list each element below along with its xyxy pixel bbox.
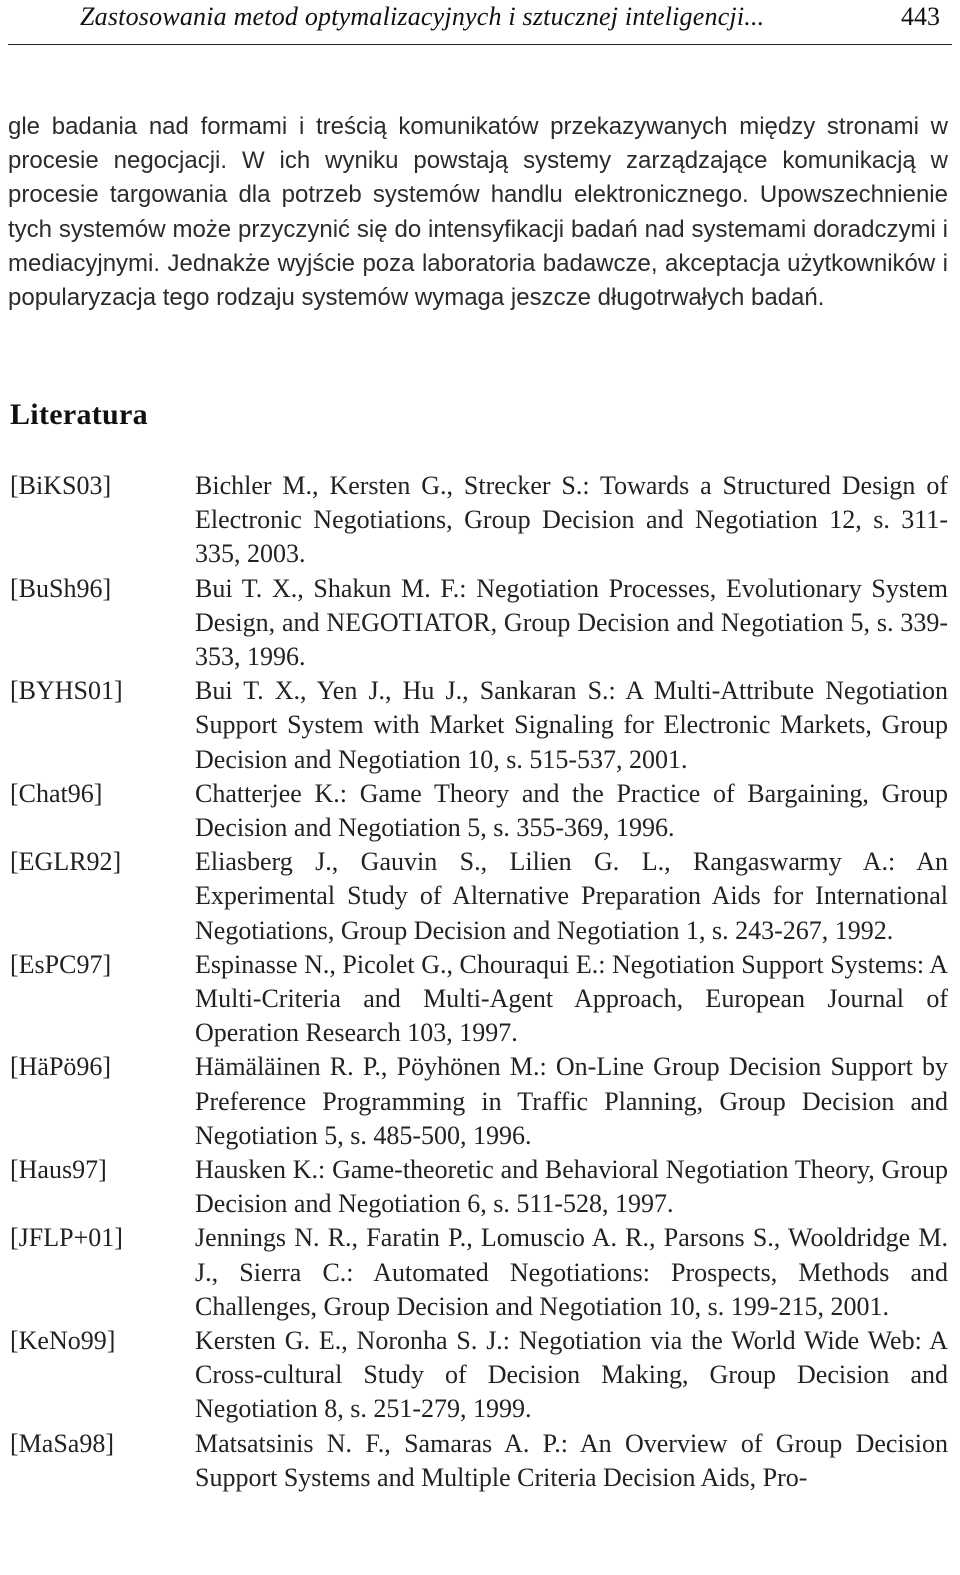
running-title: Zastosowania metod optymalizacyjnych i sztucznej inteligencji... <box>80 2 765 31</box>
reference-text: Eliasberg J., Gauvin S., Lilien G. L., Rangaswarmy A.: An Experimental Study of Alternative Preparation Aids for International Negotiations, Group Decision and Negotiation 1, s. 243-267, 1992. <box>195 847 948 945</box>
reference-text: Kersten G. E., Noronha S. J.: Negotiation via the World Wide Web: A Cross-cultural Study of Decision Making, Group Decision and Negotiation 8, s. 251-279, 1999. <box>195 1326 948 1424</box>
page-number: 443 <box>901 2 940 31</box>
reference-entry <box>10 1427 948 1495</box>
reference-text: Matsatsinis N. F., Samaras A. P.: An Overview of Group Decision Support Systems and Multiple Criteria Decision Aids, Pro- <box>195 1428 948 1492</box>
reference-entry <box>10 1050 948 1153</box>
reference-entry <box>10 674 948 777</box>
reference-key: [BiKS03] <box>10 471 112 500</box>
reference-key: [EsPC97] <box>10 949 112 979</box>
reference-key: [BYHS01] <box>10 676 123 706</box>
reference-text: Bichler M., Kersten G., Strecker S.: Towards a Structured Design of Electronic Negotiations, Group Decision and Negotiation 12, s. 311-335, 2003. <box>195 471 948 569</box>
reference-text: Jennings N. R., Faratin P., Lomuscio A. R., Parsons S., Wooldridge M. J., Sierra C.: Automated Negotiations: Prospects, Methods and Challenges, Group Decision and Negotiation 10, s. 199-215, 2001. <box>195 1223 948 1321</box>
reference-key: [BuSh96] <box>10 573 112 603</box>
reference-entry <box>10 469 948 572</box>
reference-entry <box>10 1221 948 1324</box>
reference-entry <box>10 1324 948 1427</box>
reference-text: Hämäläinen R. P., Pöyhönen M.: On-Line Group Decision Support by Preference Programming in Traffic Planning, Group Decision and Negotiation 5, s. 485-500, 1996. <box>195 1052 948 1150</box>
reference-entry <box>10 777 948 845</box>
reference-text: Bui T. X., Yen J., Hu J., Sankaran S.: A Multi-Attribute Negotiation Support System with Market Signaling for Electronic Markets, Group Decision and Negotiation 10, s. 515-537, 2001. <box>195 676 948 774</box>
reference-key: [Chat96] <box>10 778 103 808</box>
reference-key: [EGLR92] <box>10 847 122 877</box>
reference-text: Bui T. X., Shakun M. F.: Negotiation Processes, Evolutionary System Design, and NEGOTIATOR, Group Decision and Negotiation 5, s. 339-353, 1996. <box>195 573 948 672</box>
reference-text: Hausken K.: Game-theoretic and Behavioral Negotiation Theory, Group Decision and Negotiation 6, s. 511-528, 1997. <box>195 1155 948 1219</box>
reference-key: [HäPö96] <box>10 1052 112 1082</box>
reference-text: Chatterjee K.: Game Theory and the Practice of Bargaining, Group Decision and Negotiation 5, s. 355-369, 1996. <box>195 778 948 843</box>
reference-list <box>10 469 948 1495</box>
body-paragraph: gle badania nad formami i treścią komunikatów przekazywanych między stronami w procesie negocjacji. W ich wyniku powstają systemy zarządzające komunikacją w procesie targowania dla potrzeb systemów handlu elektronicznego. Upowszechnienie tych systemów może przyczynić się do intensyfikacji badań nad systemami doradczymi i mediacyjnymi. Jednakże wyjście poza laboratoria badawcze, akceptacja użytkowników i popularyzacja tego rodzaju systemów wymaga jeszcze długotrwałych badań. <box>8 113 948 312</box>
reference-entry <box>10 572 948 675</box>
reference-key: [KeNo99] <box>10 1326 116 1356</box>
section-heading: Literatura <box>10 398 148 431</box>
reference-entry <box>10 948 948 1051</box>
reference-key: [JFLP+01] <box>10 1223 123 1253</box>
reference-key: [MaSa98] <box>10 1428 114 1458</box>
reference-text: Espinasse N., Picolet G., Chouraqui E.: Negotiation Support Systems: A Multi-Criteria and Multi-Agent Approach, European Journal of Operation Research 103, 1997. <box>195 949 948 1048</box>
reference-key: [Haus97] <box>10 1155 107 1185</box>
reference-entry <box>10 1153 948 1221</box>
running-header <box>8 0 952 45</box>
reference-entry <box>10 845 948 948</box>
